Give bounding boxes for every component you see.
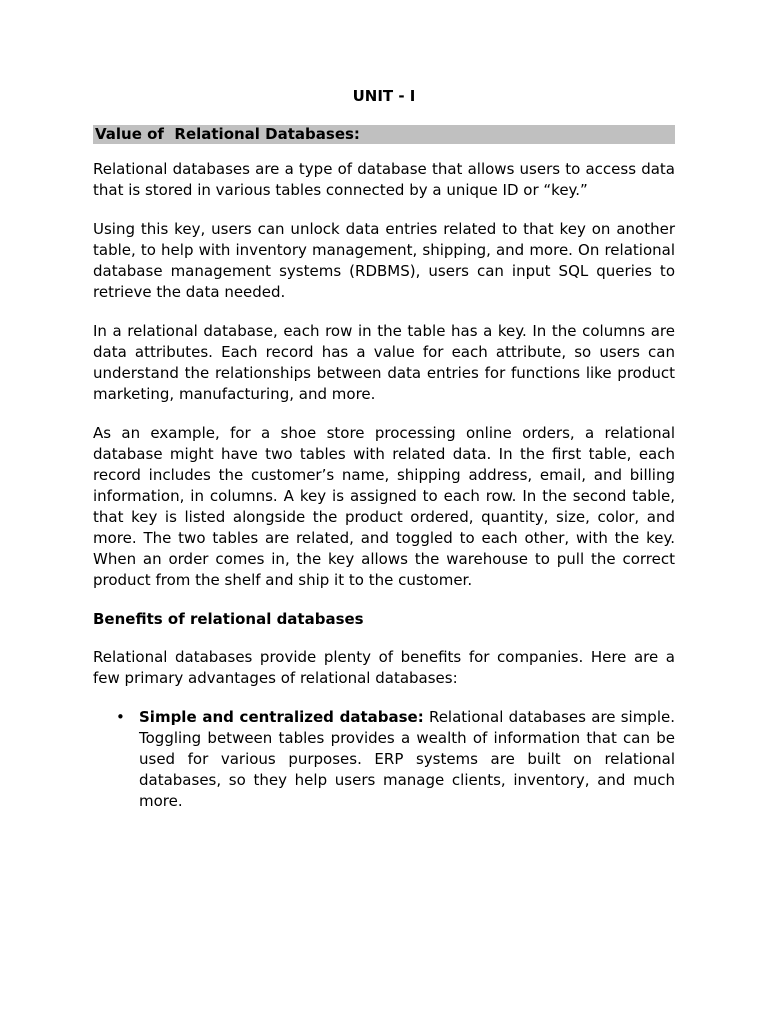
list-item [116,707,675,812]
section-heading-value-of-relational-databases: Value of Relational Databases: [93,125,675,144]
paragraph-shoe-store-example: As an example, for a shoe store processing online orders, a relational database might have two tables with related data. In the first table, each record includes the customer’s name, shipping address, email, and billing information, in columns. A key is assigned to each row. In the second table, that key is listed alongside the product ordered, quantity, size, color, and more. The two tables are related, and toggled to each other, with the key. When an order comes in, the key allows the warehouse to pull the correct product from the shelf and ship it to the customer. [93,424,675,589]
paragraph-key-usage: Using this key, users can unlock data entries related to that key on another table, to help with inventory management, shipping, and more. On relational database management systems (RDBMS), users can input SQL queries to retrieve the data needed. [93,220,675,301]
benefits-list [93,707,675,812]
unit-title: UNIT - I [352,87,416,105]
benefit-text: Relational databases are simple. Toggling between tables provides a wealth of information that can be used for various purposes. ERP systems are built on relational databases, so they help users manage clients, inventory, and much more. [139,708,675,810]
bullet-icon: • [116,708,125,726]
benefit-term: Simple and centralized database: [139,708,424,726]
paragraph-rows-columns: In a relational database, each row in the table has a key. In the columns are data attributes. Each record has a value for each attribute, so users can understand the relationships between data entries for functions like product marketing, manufacturing, and more. [93,322,675,403]
paragraph-definition: Relational databases are a type of database that allows users to access data that is stored in various tables connected by a unique ID or “key.” [93,160,675,199]
benefits-intro: Relational databases provide plenty of benefits for companies. Here are a few primary advantages of relational databases: [93,648,675,687]
benefits-heading: Benefits of relational databases [93,610,364,628]
